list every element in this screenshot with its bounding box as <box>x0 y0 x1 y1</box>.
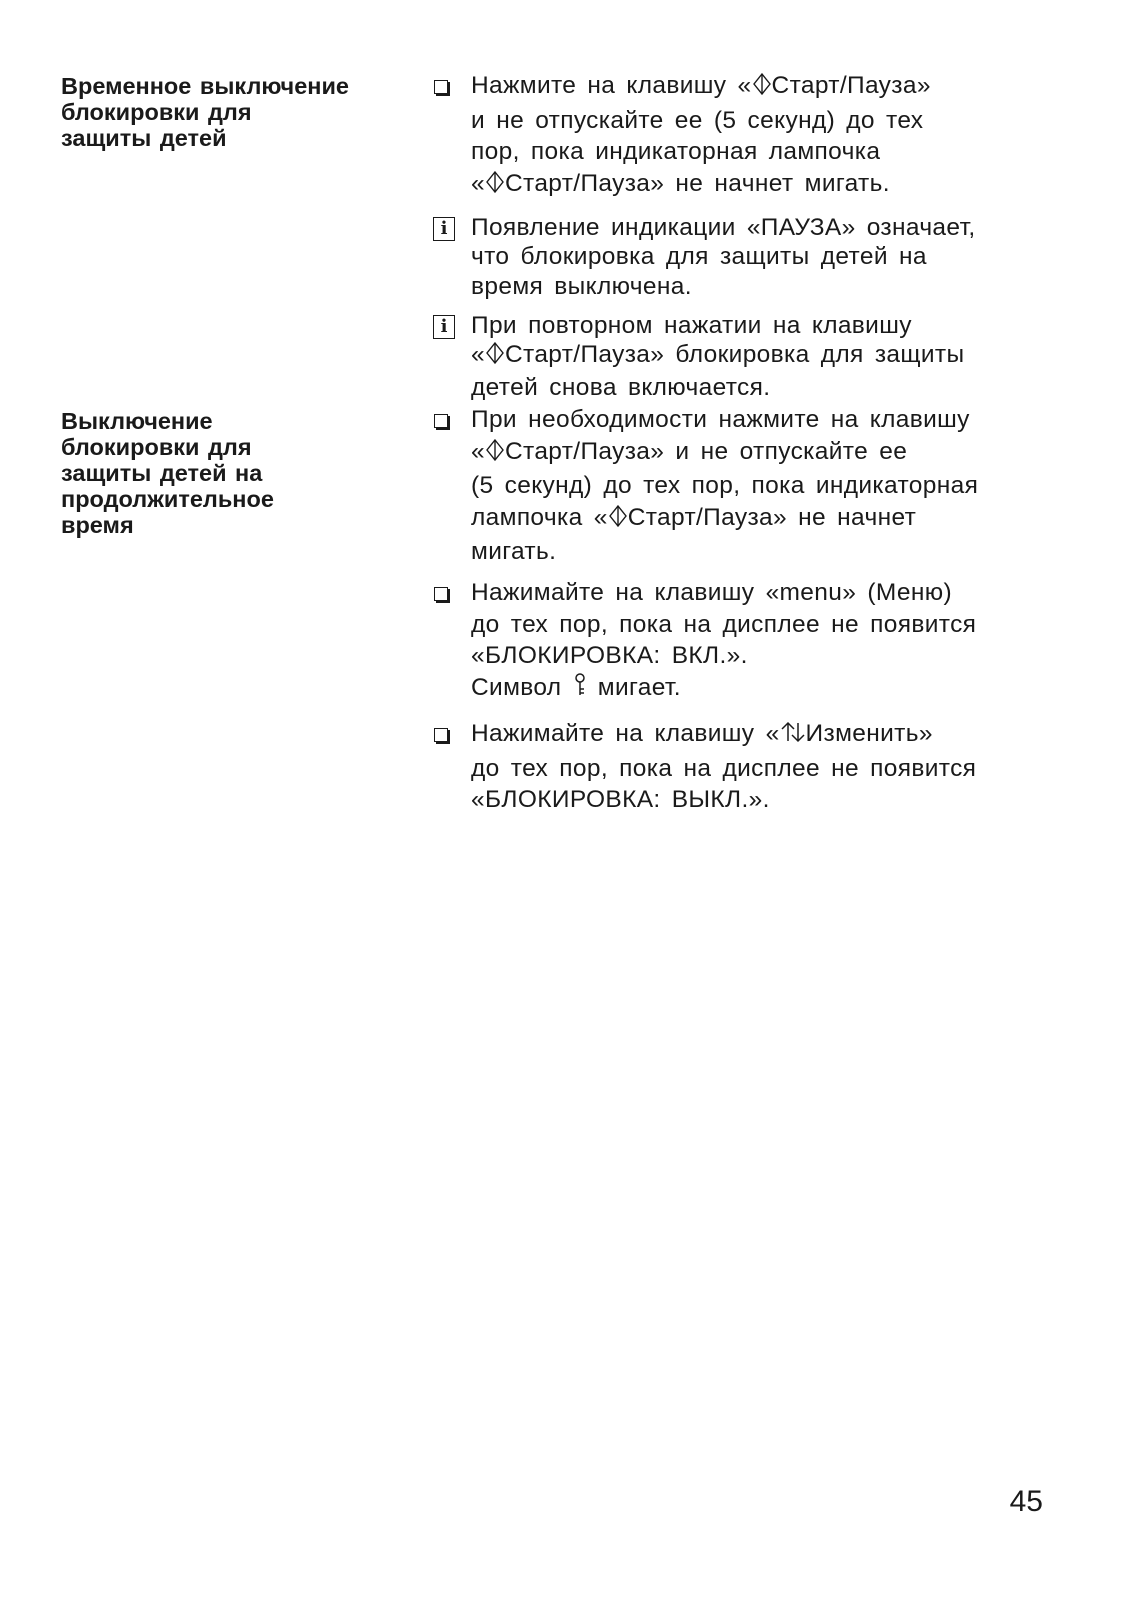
instruction-line <box>471 577 1072 609</box>
instruction-text: Нажимайте на клавишу «menu» (Меню) <box>471 579 952 606</box>
instruction-text: лампочка « <box>471 503 608 531</box>
instruction-text: время выключена. <box>471 272 692 300</box>
instruction-line <box>471 168 1072 203</box>
instruction-line <box>471 470 1072 502</box>
instruction-text: мигать. <box>471 538 557 566</box>
instruction-text: « <box>471 169 485 197</box>
key-icon <box>573 672 587 707</box>
instruction-text: и не отпускайте ее (5 секунд) до тех <box>471 106 924 134</box>
heading-line: блокировки для <box>61 99 252 125</box>
page-number: 45 <box>1009 1485 1043 1518</box>
instruction-text: Старт/Пауза» <box>771 72 931 99</box>
instruction-line <box>471 609 1072 641</box>
instruction-line <box>471 340 1072 372</box>
step-press-change <box>432 718 1072 816</box>
instruction-text: Нажмите на клавишу « <box>471 72 752 99</box>
instruction-text: При повторном нажатии на клавишу <box>471 312 912 339</box>
heading-line: продолжительное <box>61 486 274 512</box>
heading-line: блокировки для <box>61 434 252 460</box>
instruction-line <box>471 136 1072 168</box>
heading-line: Временное выключение <box>61 73 349 99</box>
instruction-text: пор, пока индикаторная лампочка <box>471 138 881 166</box>
instruction-text: Нажимайте на клавишу « <box>471 720 780 747</box>
start-pause-icon <box>608 504 628 537</box>
checkbox-icon <box>434 728 448 742</box>
instruction-text: «БЛОКИРОВКА: ВЫКЛ.». <box>471 786 770 814</box>
info-icon: i <box>433 315 455 339</box>
instruction-line <box>471 502 1072 537</box>
heading-line: время <box>61 512 134 538</box>
instruction-text: детей снова включается. <box>471 373 771 401</box>
info-repeat-press <box>432 311 1072 402</box>
instruction-line <box>471 311 1072 340</box>
instruction-line <box>471 536 1072 568</box>
instruction-text: до тех пор, пока на дисплее не появится <box>471 610 977 638</box>
start-pause-icon <box>752 72 772 105</box>
heading-temporary-lock-off <box>61 73 406 151</box>
start-pause-icon <box>485 438 505 471</box>
instruction-text: Появление индикации «ПАУЗА» означает, <box>471 214 976 241</box>
instruction-text: мигает. <box>586 673 681 701</box>
instruction-line <box>471 213 1072 242</box>
heading-line: защиты детей <box>61 125 227 151</box>
step-press-menu <box>432 577 1072 706</box>
instruction-line <box>471 718 1072 753</box>
instruction-text: Старт/Пауза» и не отпускайте ее <box>504 437 908 465</box>
instruction-text: Изменить» <box>805 720 933 747</box>
checkbox-icon <box>434 80 448 94</box>
heading-longterm-lock-off <box>61 408 406 538</box>
instruction-line <box>471 672 1072 707</box>
start-pause-icon <box>485 170 505 203</box>
instruction-text: (5 секунд) до тех пор, пока индикаторная <box>471 472 979 500</box>
instruction-text: до тех пор, пока на дисплее не появится <box>471 754 977 782</box>
instruction-line <box>471 272 1072 301</box>
instruction-line <box>471 105 1072 137</box>
info-pause-indication <box>432 213 1072 301</box>
instruction-text: При необходимости нажмите на клавишу <box>471 406 970 433</box>
change-arrows-icon <box>780 720 806 753</box>
instruction-line <box>471 70 1072 105</box>
instruction-text: Старт/Пауза» блокировка для защиты <box>504 341 965 369</box>
instruction-line <box>471 242 1072 271</box>
instruction-text: « <box>471 341 485 369</box>
heading-line: защиты детей на <box>61 460 263 486</box>
instruction-text: Старт/Пауза» не начнет <box>627 503 917 531</box>
instruction-line <box>471 640 1072 672</box>
instruction-text: « <box>471 437 485 465</box>
checkbox-icon <box>434 414 448 428</box>
info-icon: i <box>433 217 455 241</box>
instruction-text: Символ <box>471 673 573 701</box>
heading-line: Выключение <box>61 408 213 434</box>
instruction-line <box>471 404 1072 436</box>
instruction-line <box>471 784 1072 816</box>
start-pause-icon <box>485 341 505 372</box>
step-temporary-press-start <box>432 70 1072 202</box>
instruction-line <box>471 373 1072 402</box>
instruction-text: что блокировка для защиты детей на <box>471 243 927 271</box>
step-longterm-press-start <box>432 404 1072 568</box>
instruction-text: «БЛОКИРОВКА: ВКЛ.». <box>471 642 748 670</box>
instruction-line <box>471 436 1072 471</box>
checkbox-icon <box>434 587 448 601</box>
instruction-line <box>471 753 1072 785</box>
instruction-text: Старт/Пауза» не начнет мигать. <box>504 169 890 197</box>
